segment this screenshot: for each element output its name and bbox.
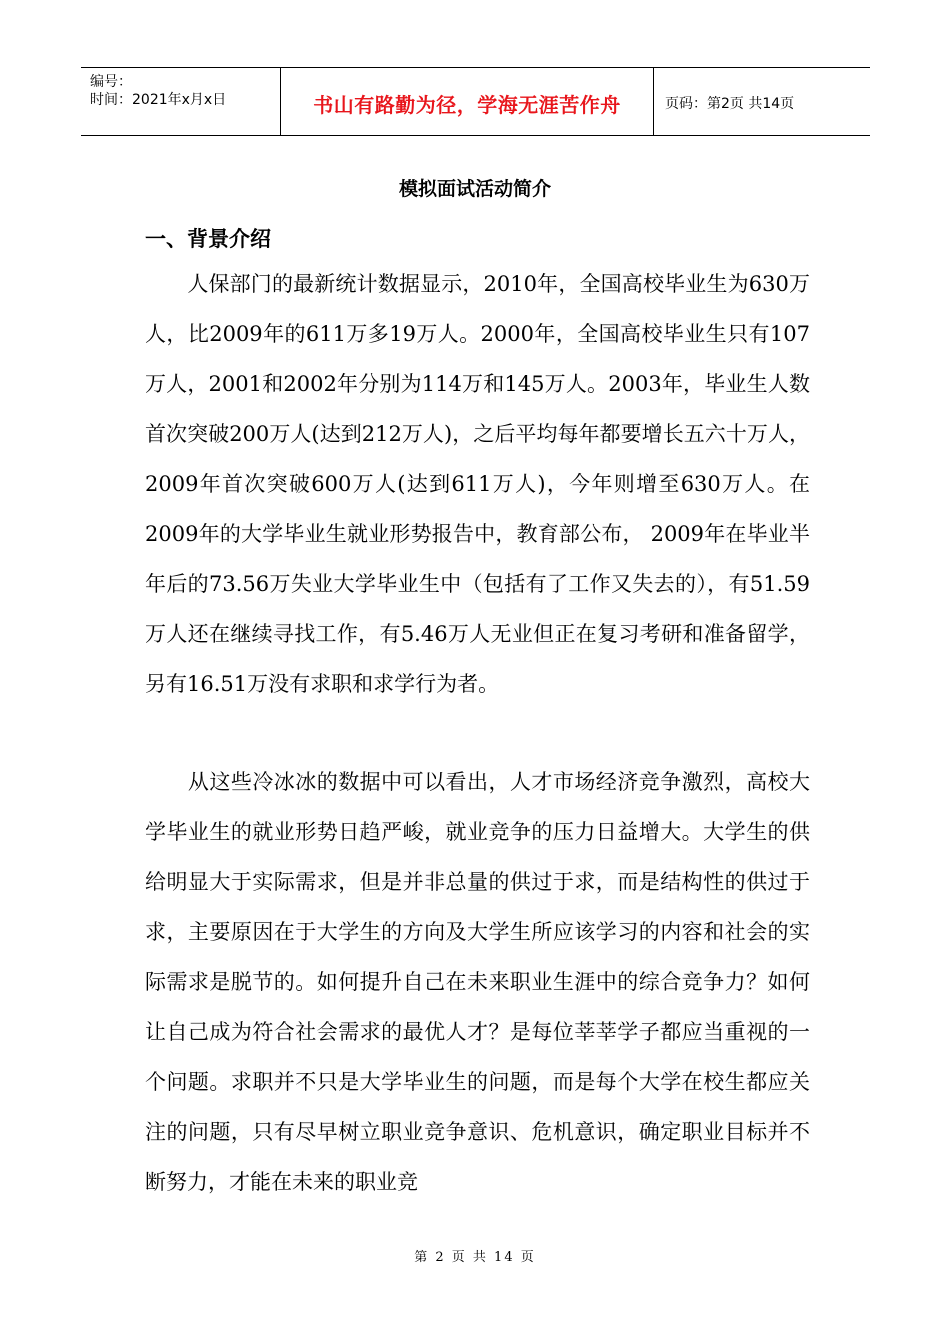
- header-page-info: 页码：第2页 共14页: [665, 95, 795, 112]
- document-header: [81, 67, 870, 136]
- document-number-label: 编号：: [90, 74, 132, 90]
- body-paragraph: 从这些冷冰冰的数据中可以看出，人才市场经济竞争激烈，高校大学毕业生的就业形势日趋严峻，就业竞争的压力日益增大。大学生的供给明显大于实际需求，但是并非总量的供过于求，而是结构性的供过于求，主要原因在于大学生的方向及大学生所应该学习的内容和社会的实际需求是脱节的。如何提升自己在未来职业生涯中的综合竞争力？如何让自己成为符合社会需求的最优人才？是每位莘莘学子都应当重视的一个问题。求职并不只是大学毕业生的问题，而是每个大学在校生都应关注的问题，只有尽早树立职业竞争意识、危机意识，确定职业目标并不断努力，才能在未来的职业竞: [145, 770, 810, 1194]
- document-date-label: 时间：2021年x月x日: [90, 92, 227, 108]
- body-paragraph: 人保部门的最新统计数据显示，2010年，全国高校毕业生为630万人，比2009年的611万多19万人。2000年，全国高校毕业生只有107万人，2001和2002年分别为114万和145万人。2003年，毕业生人数首次突破200万人(达到212万人)，之后平均每年都要增长五六十万人，2009年首次突破600万人(达到611万人)，今年则增至630万人。在2009年的大学毕业生就业形势报告中，教育部公布， 2009年在毕业半年后的73.56万失业大学毕业生中（包括有了工作又失去的），有51.59万人还在继续寻找工作，有5.46万人无业但正在复习考研和准备留学，另有16.51万没有求职和求学行为者。: [145, 272, 810, 696]
- header-motto: 书山有路勤为径，学海无涯苦作舟: [313, 93, 621, 117]
- page-footer: 第 2 页 共 14 页: [414, 1250, 536, 1265]
- header-meta-cell: [81, 68, 281, 135]
- section-heading: 一、背景介绍: [145, 227, 271, 251]
- header-page-cell: [654, 68, 870, 135]
- document-title: 模拟面试活动简介: [398, 178, 551, 200]
- header-motto-cell: [281, 68, 654, 135]
